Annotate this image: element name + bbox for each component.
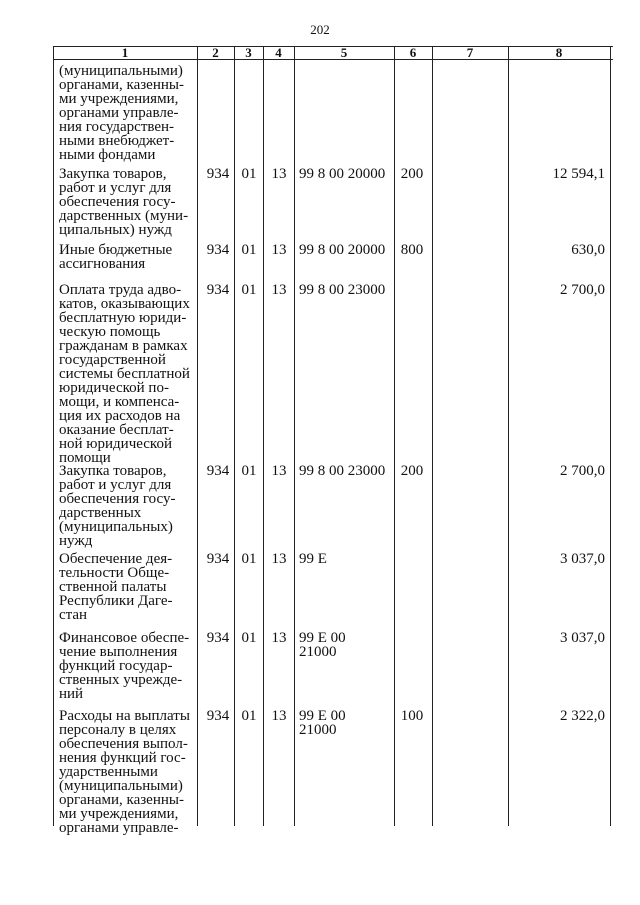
section-code: 01 bbox=[241, 166, 257, 182]
row-description: Иные бюджетные ассигнования bbox=[59, 242, 173, 272]
subsection-code: 13 bbox=[271, 166, 287, 182]
section-code: 01 bbox=[241, 708, 257, 724]
column-header-1: 1 bbox=[121, 45, 129, 60]
subsection-code: 13 bbox=[271, 463, 287, 479]
column-header-7: 7 bbox=[466, 45, 474, 60]
expense-type-code: 200 bbox=[400, 463, 424, 479]
amount: 630,0 bbox=[571, 242, 605, 258]
subsection-code: 13 bbox=[271, 630, 287, 646]
admin-code: 934 bbox=[206, 282, 230, 298]
target-item-code: 99 Е 00 21000 bbox=[299, 630, 346, 660]
expense-type-code: 100 bbox=[400, 708, 424, 724]
target-item-code: 99 8 00 23000 bbox=[299, 463, 386, 479]
admin-code: 934 bbox=[206, 630, 230, 646]
section-code: 01 bbox=[241, 463, 257, 479]
table-border-right bbox=[610, 46, 611, 826]
column-header-5: 5 bbox=[340, 45, 348, 60]
admin-code: 934 bbox=[206, 242, 230, 258]
amount: 2 700,0 bbox=[560, 463, 605, 479]
admin-code: 934 bbox=[206, 463, 230, 479]
subsection-code: 13 bbox=[271, 282, 287, 298]
budget-table bbox=[53, 45, 613, 836]
column-header-8: 8 bbox=[555, 45, 563, 60]
expense-type-code: 200 bbox=[400, 166, 424, 182]
column-divider bbox=[197, 46, 198, 826]
row-description: Закупка товаров, работ и услуг для обеспечения госу- дарственных (муни- ципальных) нужд bbox=[59, 166, 189, 238]
header-bottom-border bbox=[53, 59, 613, 60]
row-description: Финансовое обеспе- чение выполнения функций государ- ственных учрежде- ний bbox=[59, 630, 190, 702]
column-header-6: 6 bbox=[409, 45, 417, 60]
amount: 2 700,0 bbox=[560, 282, 605, 298]
row-description: Обеспечение дея- тельности Обще- ственной палаты Республики Даге- стан bbox=[59, 551, 173, 623]
admin-code: 934 bbox=[206, 166, 230, 182]
target-item-code: 99 Е 00 21000 bbox=[299, 708, 346, 738]
section-code: 01 bbox=[241, 282, 257, 298]
column-header-3: 3 bbox=[245, 45, 252, 60]
row-description: Оплата труда адво- катов, оказывающих бесплатную юриди- ческую помощь гражданам в рамках государственной системы бесплатной юридической по- мощи, и компенса- ция их расходов на оказание бесплат- ной юридической помощи bbox=[59, 282, 190, 466]
section-code: 01 bbox=[241, 630, 257, 646]
amount: 3 037,0 bbox=[560, 551, 605, 567]
page-number: 202 bbox=[310, 22, 330, 37]
column-divider bbox=[294, 46, 295, 826]
target-item-code: 99 8 00 23000 bbox=[299, 282, 386, 298]
target-item-code: 99 8 00 20000 bbox=[299, 242, 386, 258]
table-border-left bbox=[53, 46, 54, 826]
target-item-code: 99 Е bbox=[299, 551, 327, 567]
subsection-code: 13 bbox=[271, 708, 287, 724]
amount: 12 594,1 bbox=[552, 166, 605, 182]
column-divider bbox=[432, 46, 433, 826]
row-description: (муниципальными) органами, казенны- ми учреждениями, органами управле- ния государствен- ными внебюджет- ными фондами bbox=[59, 63, 184, 163]
amount: 2 322,0 bbox=[560, 708, 605, 724]
subsection-code: 13 bbox=[271, 551, 287, 567]
admin-code: 934 bbox=[206, 708, 230, 724]
target-item-code: 99 8 00 20000 bbox=[299, 166, 386, 182]
amount: 3 037,0 bbox=[560, 630, 605, 646]
column-header-2: 2 bbox=[212, 45, 219, 60]
row-description: Закупка товаров, работ и услуг для обеспечения госу- дарственных (муниципальных) нужд bbox=[59, 463, 176, 549]
expense-type-code: 800 bbox=[400, 242, 424, 258]
section-code: 01 bbox=[241, 242, 257, 258]
section-code: 01 bbox=[241, 551, 257, 567]
subsection-code: 13 bbox=[271, 242, 287, 258]
admin-code: 934 bbox=[206, 551, 230, 567]
row-description: Расходы на выплаты персоналу в целях обеспечения выпол- нения функций гос- ударственными (муниципальными) органами, казенны- ми учреждениями, органами управле- bbox=[59, 708, 190, 836]
column-header-4: 4 bbox=[275, 45, 282, 60]
